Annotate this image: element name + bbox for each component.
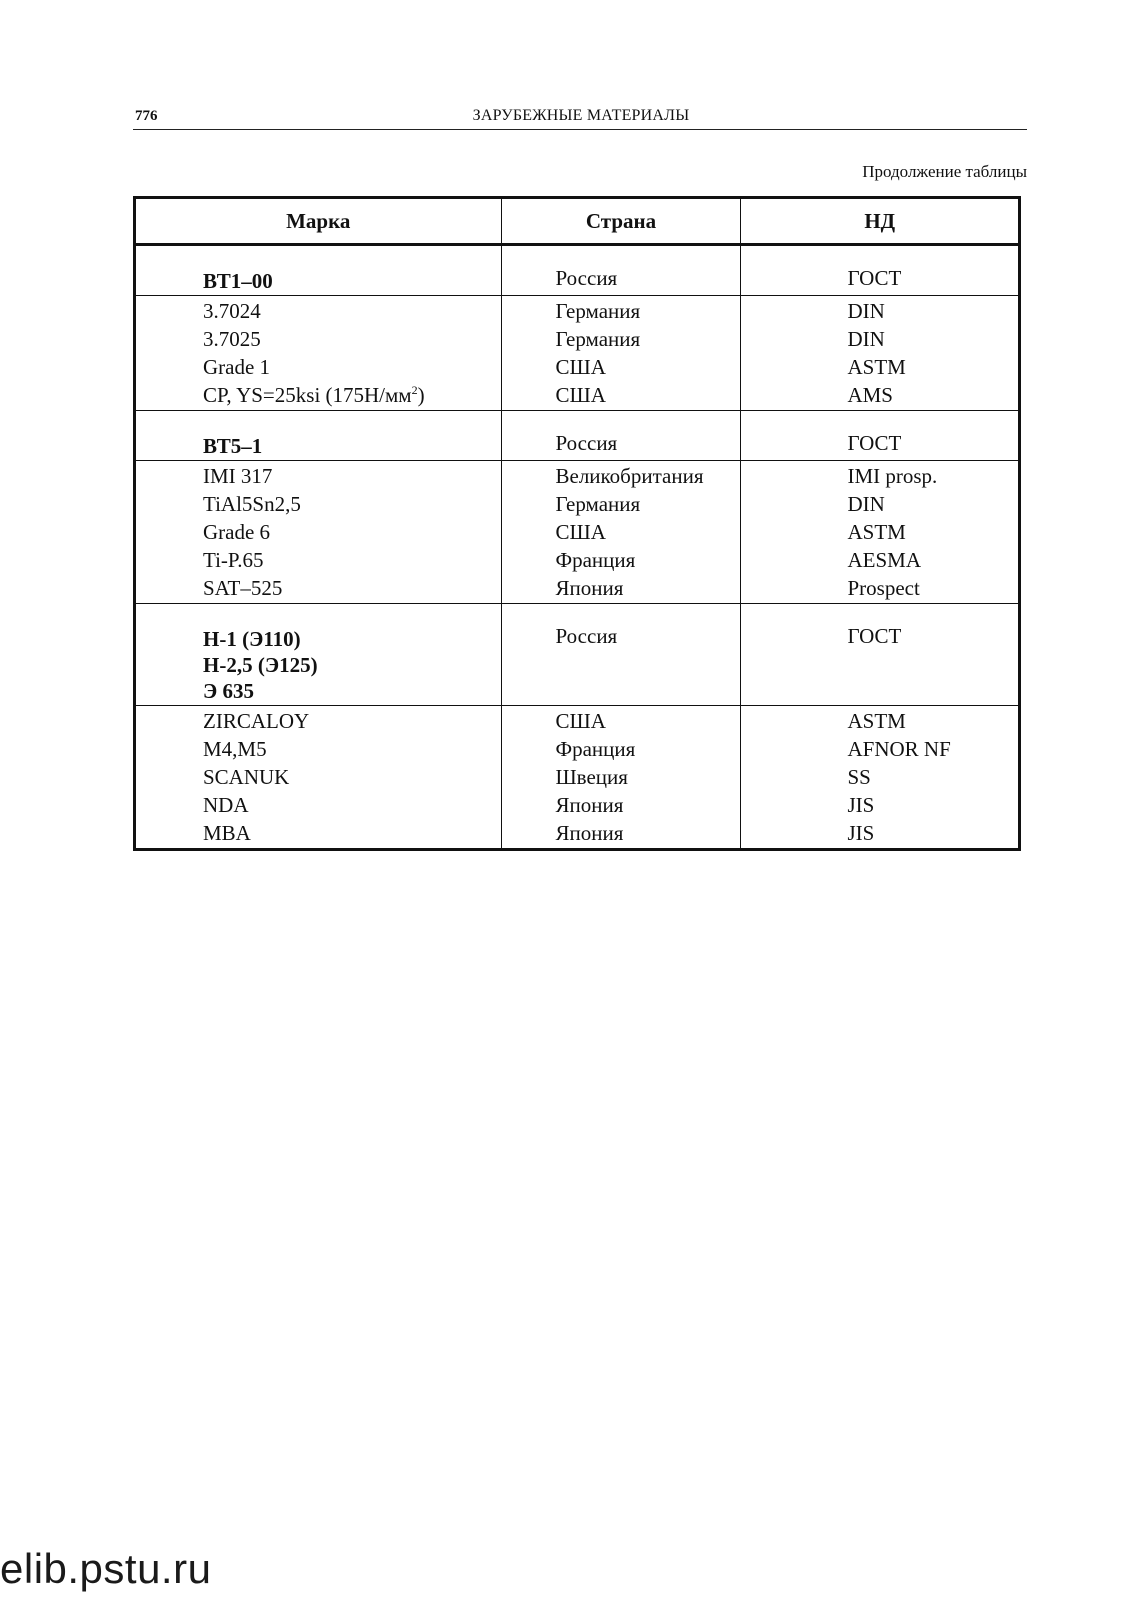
country-cell [501, 604, 741, 706]
nd-cell [741, 461, 1020, 604]
mark-cell [135, 411, 502, 461]
nd-standard: IMI prosp. [847, 464, 938, 488]
country-name: Германия [555, 299, 641, 323]
mark-cell [135, 706, 502, 850]
table-row-russian-grade [135, 411, 1020, 461]
nd-standard: ASTM [847, 709, 906, 733]
mark-cell [135, 245, 502, 296]
column-header-country: Страна [501, 198, 741, 245]
country-name: Франция [555, 548, 636, 572]
country-name: Россия [555, 624, 618, 648]
mark-name: M4,M5 [203, 737, 267, 761]
mark-cell [135, 461, 502, 604]
country-cell [501, 411, 741, 461]
running-title: ЗАРУБЕЖНЫЕ МАТЕРИАЛЫ [472, 107, 690, 124]
mark-name: Ti-P.65 [203, 548, 264, 572]
nd-standard: ГОСТ [847, 624, 902, 648]
mark-name: NDA [203, 793, 249, 817]
country-name: Россия [555, 431, 618, 455]
country-cell [501, 296, 741, 411]
mark-name: ZIRCALOY [203, 709, 310, 733]
materials-table [133, 196, 1021, 851]
nd-cell [741, 296, 1020, 411]
country-name: Япония [555, 793, 624, 817]
mark-name: 3.7024 [203, 299, 261, 323]
country-name: Япония [555, 576, 624, 600]
nd-standard: DIN [847, 299, 885, 323]
page-number: 776 [135, 108, 158, 124]
nd-standard: JIS [847, 821, 875, 845]
nd-standard: ГОСТ [847, 431, 902, 455]
nd-standard: Prospect [847, 576, 920, 600]
nd-standard: AFNOR NF [847, 737, 951, 761]
header-rule [133, 129, 1027, 130]
mark-name: SCANUK [203, 765, 290, 789]
country-name: США [555, 709, 606, 733]
nd-cell [741, 411, 1020, 461]
mark-name-text-end: ) [417, 383, 425, 407]
nd-standard: JIS [847, 793, 875, 817]
country-name: США [555, 520, 606, 544]
mark-name: ВТ1–00 [203, 269, 273, 293]
mark-name: Grade 6 [203, 520, 271, 544]
table-row-foreign-analogs [135, 461, 1020, 604]
mark-name [203, 381, 501, 409]
country-name: Германия [555, 327, 641, 351]
country-cell [501, 461, 741, 604]
nd-standard: ASTM [847, 355, 906, 379]
nd-cell [741, 604, 1020, 706]
nd-cell [741, 245, 1020, 296]
table-row-foreign-analogs [135, 706, 1020, 850]
mark-name: TiAl5Sn2,5 [203, 492, 301, 516]
mark-cell [135, 296, 502, 411]
country-name: США [555, 355, 606, 379]
table-header-row [135, 198, 1020, 245]
country-name: Великобритания [555, 464, 704, 488]
mark-name: Э 635 [203, 679, 254, 703]
table-row-russian-grade [135, 245, 1020, 296]
country-name: Франция [555, 737, 636, 761]
nd-standard: DIN [847, 327, 885, 351]
country-cell [501, 706, 741, 850]
nd-standard: AESMA [847, 548, 921, 572]
mark-name: IMI 317 [203, 464, 273, 488]
nd-standard: AMS [847, 383, 893, 407]
site-watermark: elib.pstu.ru [0, 1545, 212, 1592]
country-name: США [555, 383, 606, 407]
nd-standard: DIN [847, 492, 885, 516]
column-header-mark: Марка [135, 198, 502, 245]
nd-standard: ASTM [847, 520, 906, 544]
mark-name: Н-2,5 (Э125) [203, 653, 318, 677]
table-row-foreign-analogs [135, 296, 1020, 411]
superscript-exponent: 2 [411, 383, 418, 397]
nd-cell [741, 706, 1020, 850]
nd-standard: SS [847, 765, 871, 789]
mark-name: Н-1 (Э110) [203, 627, 301, 651]
country-cell [501, 245, 741, 296]
mark-name-text: CP, YS=25ksi (175Н/мм [203, 383, 412, 407]
mark-name: 3.7025 [203, 327, 261, 351]
mark-name: Grade 1 [203, 355, 271, 379]
nd-standard: ГОСТ [847, 266, 902, 290]
table-continuation-note: Продолжение таблицы [862, 162, 1027, 181]
country-name: Германия [555, 492, 641, 516]
mark-name: MBA [203, 821, 251, 845]
country-name: Россия [555, 266, 618, 290]
table-row-russian-grade [135, 604, 1020, 706]
mark-name: ВТ5–1 [203, 434, 263, 458]
country-name: Япония [555, 821, 624, 845]
column-header-nd: НД [741, 198, 1020, 245]
mark-name: SAT–525 [203, 576, 283, 600]
country-name: Швеция [555, 765, 628, 789]
mark-cell [135, 604, 502, 706]
